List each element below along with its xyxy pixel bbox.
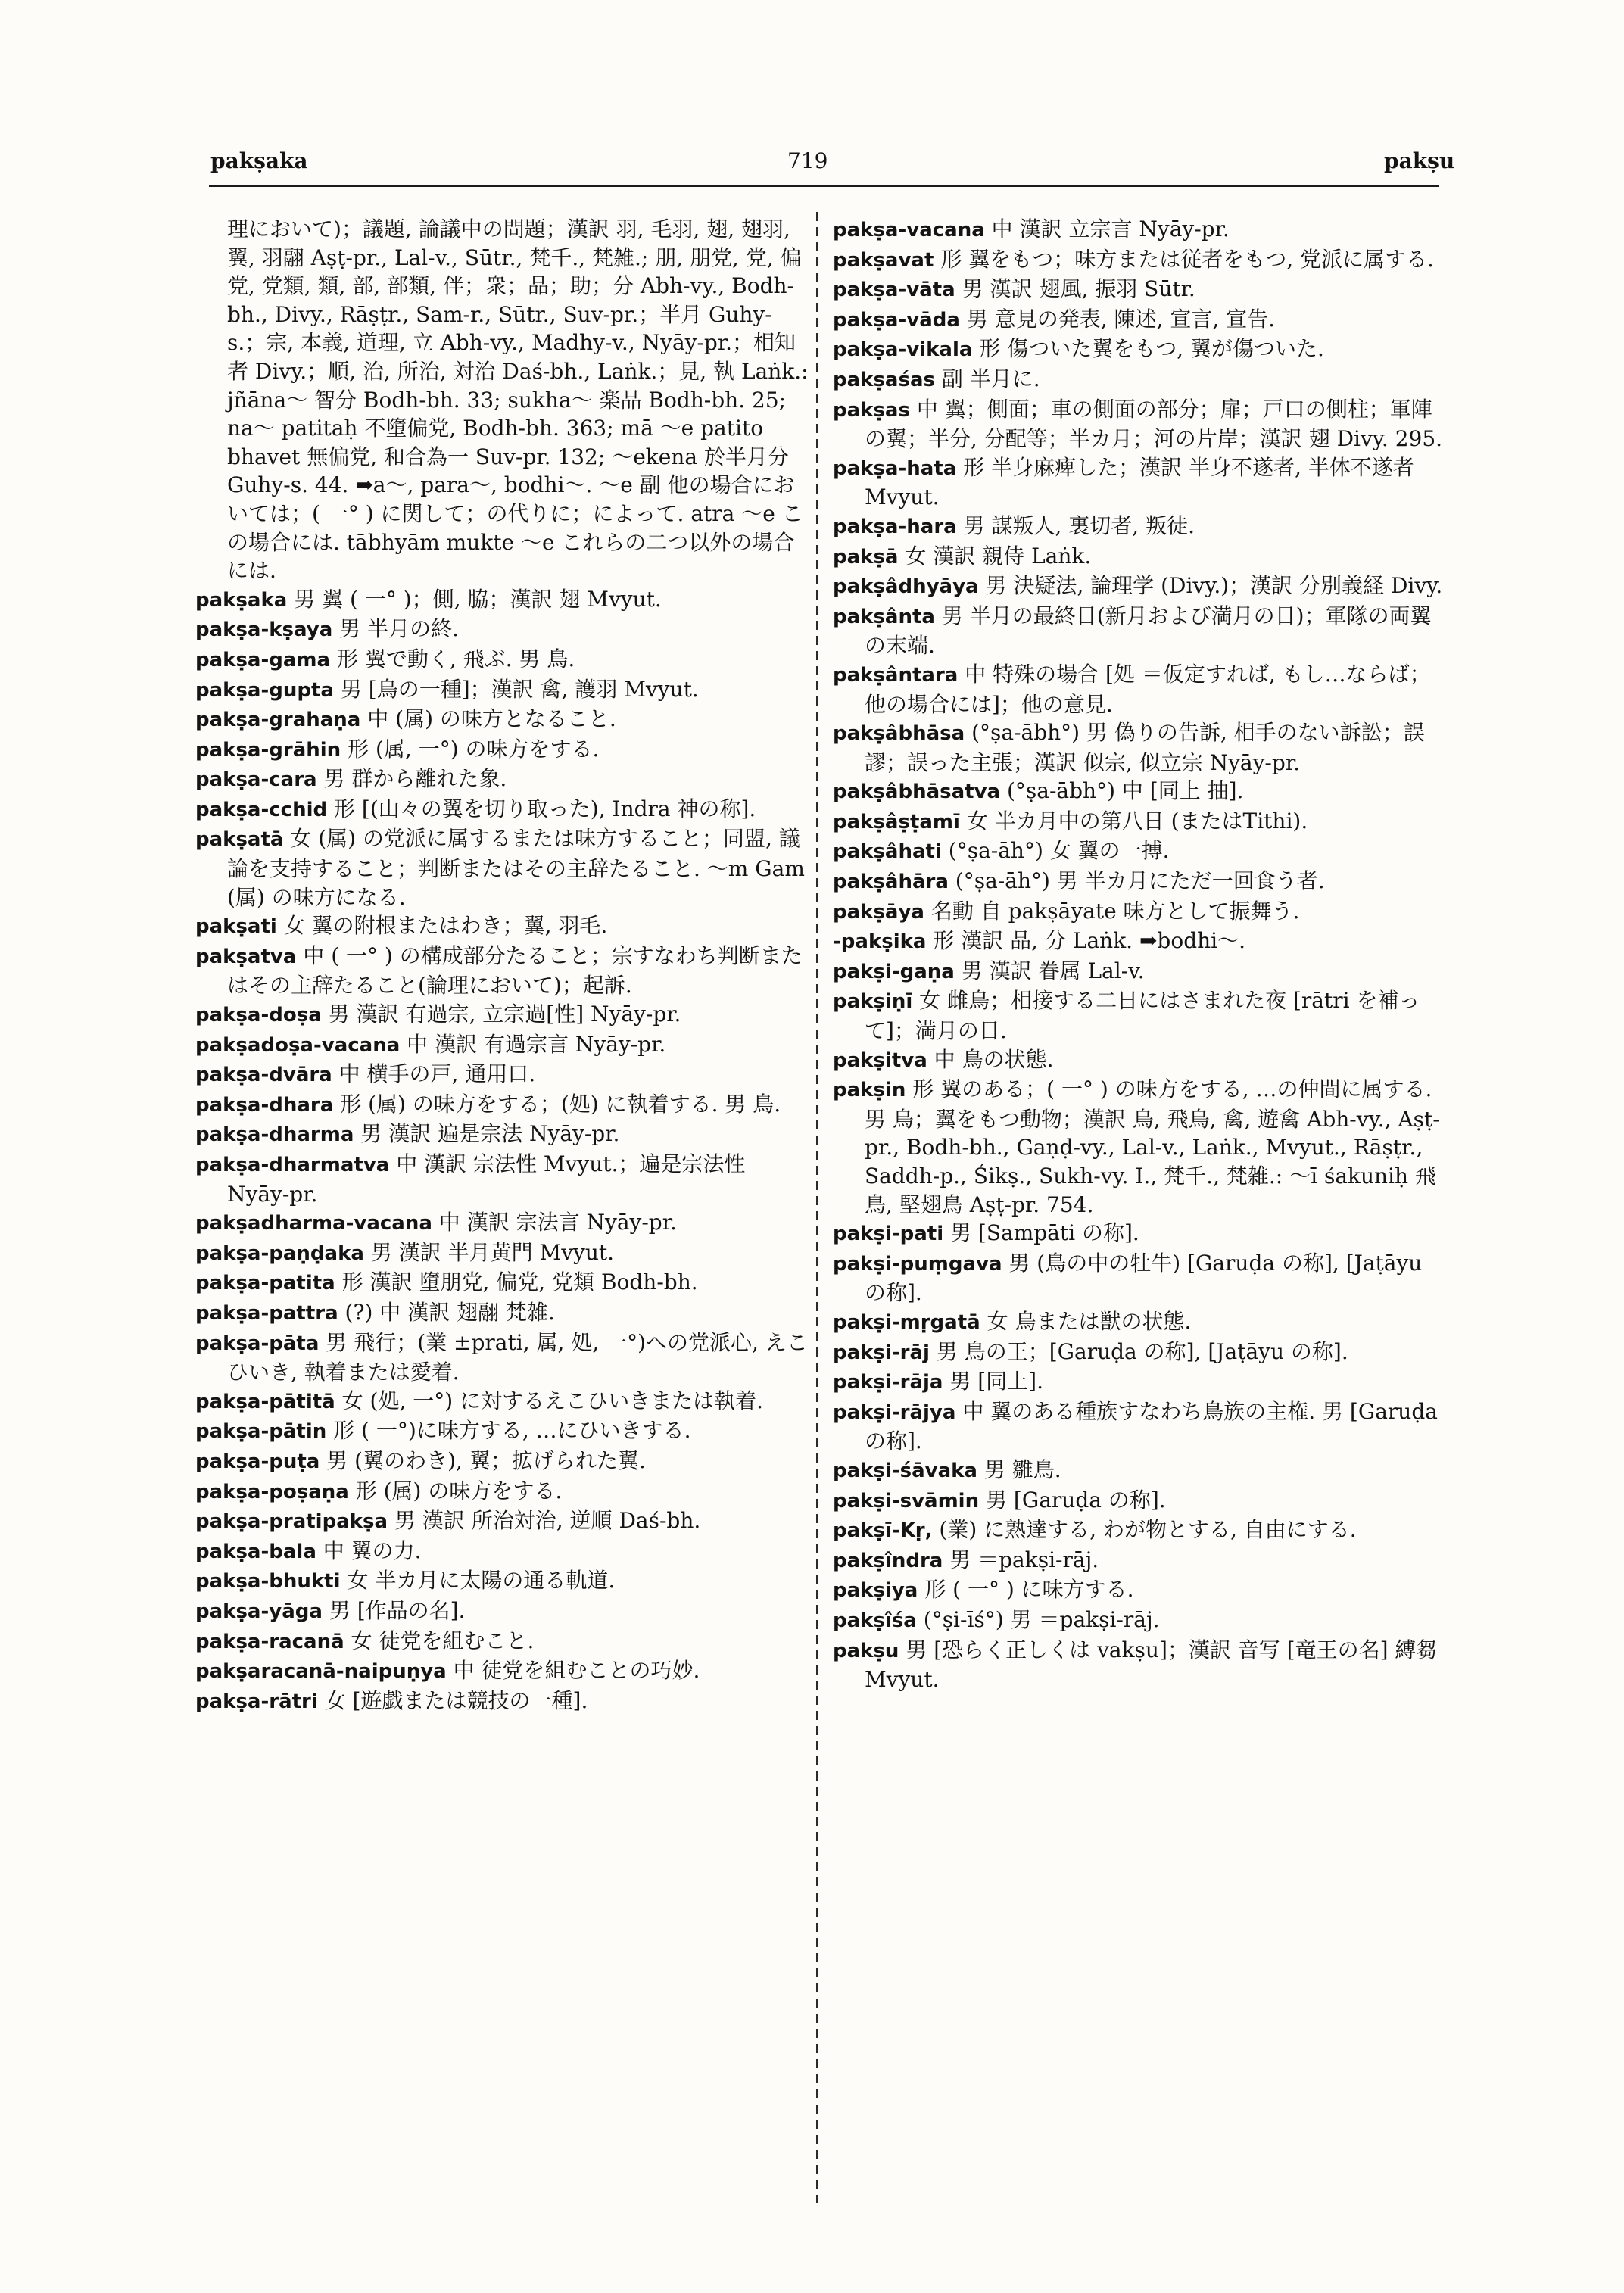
entry-headword: pakṣas [833, 398, 910, 422]
entry-definition: (°ṣa-ābh°) 男 偽りの告訴, 相手のない訴訟；誤謬；誤った主張；漢訳 似宗, 似立宗 Nyāy-pr. [865, 720, 1425, 775]
dictionary-entry [833, 542, 1446, 572]
dictionary-entry [195, 1566, 810, 1597]
dictionary-entry [833, 1516, 1446, 1546]
dictionary-entry [195, 645, 810, 675]
entry-headword: pakṣadoṣa-vacana [195, 1033, 401, 1057]
dictionary-entry [195, 1298, 810, 1329]
entry-definition: 女 半カ月に太陽の通る軌道. [347, 1568, 616, 1594]
entry-headword: pakṣatā [195, 828, 284, 852]
entry-headword: pakṣântara [833, 663, 959, 687]
dictionary-entry [833, 1486, 1446, 1516]
entry-headword: pakṣa-grāhin [195, 738, 341, 762]
entry-headword: pakṣiya [833, 1579, 918, 1603]
entry-headword: pakṣâhāra [833, 871, 949, 894]
entry-definition: 男 [Garuḍa の称]. [986, 1487, 1166, 1513]
entry-definition: 男 漢訳 眷属 Lal-v. [961, 958, 1145, 983]
entry-headword: pakṣa-dvāra [195, 1064, 332, 1087]
entry-headword: pakṣi-puṃgava [833, 1252, 1002, 1276]
entry-headword: pakṣa-pātitā [195, 1390, 335, 1413]
entry-headword: pakṣa-hara [833, 515, 957, 538]
entry-definition: 中 翼；側面；車の側面の部分；扉；戸口の側柱；軍陣の翼；半分, 分配等；半カ月；河の片岸；漢訳 翅 Divy. 295. [865, 396, 1443, 452]
entry-headword: pakṣa-doṣa [195, 1004, 322, 1027]
entry-definition: 男 鳥の王；[Garuḍa の称], [Jaṭāyu の称]. [936, 1338, 1348, 1364]
entry-headword: pakṣi-rāj [833, 1341, 930, 1364]
dictionary-entry [195, 1387, 810, 1417]
dictionary-entry [195, 1447, 810, 1477]
dictionary-entry [195, 1000, 810, 1030]
entry-definition: 男 [作品の名]. [329, 1597, 466, 1623]
entry-definition: 男 決疑法, 論理学 (Divy.)；漢訳 分別義経 Divy. [985, 573, 1443, 599]
dictionary-entry [195, 824, 810, 911]
entry-headword: pakṣi-svāmin [833, 1489, 980, 1513]
column-divider [816, 212, 818, 2203]
dictionary-entry [833, 395, 1446, 453]
entry-definition: 形 漢訳 墮朋党, 偏党, 党類 Bodh-bh. [341, 1270, 698, 1295]
entry-definition: 中 (属) の味方となること. [367, 706, 616, 732]
entry-headword: pakṣa-yāga [195, 1600, 323, 1623]
dictionary-entry [833, 335, 1446, 365]
entry-definition: 男 漢訳 所治対治, 逆順 Daś-bh. [394, 1508, 701, 1534]
entry-headword: pakṣa-dharmatva [195, 1154, 390, 1176]
entry-definition: 中 鳥の状態. [934, 1046, 1054, 1072]
entry-definition: 副 半月に. [941, 366, 1040, 391]
entry-definition: (°ṣa-ābh°) 中 [同上 抽]. [1006, 778, 1244, 804]
entry-headword: pakṣa-bhukti [195, 1570, 341, 1594]
dictionary-entry [195, 911, 810, 942]
dictionary-entry [833, 602, 1446, 660]
entry-definition: 男 漢訳 遍是宗法 Nyāy-pr. [360, 1121, 620, 1147]
entry-headword: pakṣa-pratipakṣa [195, 1510, 388, 1534]
dictionary-entry [833, 660, 1446, 718]
entry-definition: 形 翼のある；( 一° ) の味方をする, …の仲間に属する. 男 鳥；翼をもつ動物；漢訳 鳥, 飛鳥, 禽, 遊禽 Abh-vy., Aṣṭ-pr., Bodh-bh., Gaṇḍ-vy., Lal-v., Laṅk., Mvyut., Rāṣṭr., Saddh-p., Śikṣ., Sukh-vy. I., 梵千., 梵雑.: ～ī śakuniḥ 飛鳥, 堅翅鳥 Aṣṭ-pr. 754. [865, 1076, 1440, 1217]
dictionary-entry [195, 1506, 810, 1537]
entry-headword: pakṣâbhāsatva [833, 780, 1001, 804]
entry-definition: 男 [恐らく正しくは vakṣu]；漢訳 音写 [竜王の名] 縛芻 Mvyut. [865, 1637, 1438, 1693]
dictionary-entry [833, 837, 1446, 867]
entry-definition: 男 (翼のわき), 翼；拡げられた翼. [326, 1447, 646, 1473]
entry-definition: 男 [同上]. [949, 1369, 1044, 1394]
entry-definition: 男 群から離れた象. [323, 766, 507, 792]
entry-headword: pakṣa-dhara [195, 1093, 334, 1117]
entry-headword: pakṣavat [833, 248, 934, 272]
entry-definition: 中 徒党を組むことの巧妙. [453, 1658, 700, 1684]
entry-definition: 形 (属) の味方をする. [355, 1478, 563, 1503]
entry-definition: 男 (鳥の中の牡牛) [Garuḍa の称], [Jaṭāyu の称]. [865, 1250, 1423, 1306]
dictionary-entry [833, 718, 1446, 777]
entry-definition: 男 謀叛人, 裏切者, 叛徒. [963, 512, 1195, 538]
entry-headword: pakṣa-grahaṇa [195, 709, 361, 732]
dictionary-entry [833, 927, 1446, 957]
entry-headword: pakṣa-dharma [195, 1123, 354, 1147]
entry-definition: 女 漢訳 親侍 Laṅk. [905, 543, 1092, 569]
entry-headword: pakṣi-gaṇa [833, 960, 955, 983]
entry-headword: pakṣī-Kṛ, [833, 1519, 933, 1543]
entry-definition: 理において)；議題, 論議中の問題；漢訳 羽, 毛羽, 翅, 翅羽, 翼, 羽翮 Aṣṭ-pr., Lal-v., Sūtr., 梵千., 梵雑.; 朋, 朋党, 党, 偏党, 党類, 類, 部, 部類, 伴；衆；品；助；分 Abh-vy., Bodh-bh., Divy., Rāṣṭr., Sam-r., Sūtr., Suv-pr.；半月 Guhy-s.；宗, 本義, 道理, 立 Abh-vy., Madhy-v., Nyāy-pr.；相知者 Divy.；順, 治, 所治, 対治 Daś-bh., Laṅk.；見, 執 Laṅk.: jñāna～ 智分 Bodh-bh. 33; sukha～ 楽品 Bodh-bh. 25; na～ patitaḥ 不墮偏党, Bodh-bh. 363; mā ～e patito bhavet 無偏党, 和合為一 Suv-pr. 132; ～ekena 於半月分 Guhy-s. 44. ➡a～, para～, bodhi～. ～e 副 他の場合においては；( 一° ) に関して；の代りに；によって. atra ～e この場合には. tābhyām mukte ～e これらの二つ以外の場合には. [227, 217, 809, 584]
entry-headword: pakṣa-gama [195, 648, 331, 671]
entry-definition: 男 漢訳 半月黄門 Mvyut. [370, 1239, 615, 1265]
entry-definition: 中 横手の戸, 通用口. [338, 1061, 536, 1087]
dictionary-entry [833, 1575, 1446, 1606]
entry-definition: 女 (属) の党派に属するまたは味方すること；同盟, 議論を支持すること；判断またはその主辞たること. ～m Gam (属) の味方になる. [227, 826, 805, 910]
entry-definition: 中 漢訳 宗法性 Mvyut.；遍是宗法性 Nyāy-pr. [227, 1151, 746, 1207]
entry-headword: pakṣa-vāta [833, 279, 955, 302]
entry-definition: 形 翼で動く, 飛ぶ. 男 鳥. [336, 646, 575, 671]
entry-headword: pakṣi-pati [833, 1223, 944, 1246]
dictionary-entry [833, 957, 1446, 987]
entry-definition: 中 翼の力. [323, 1537, 422, 1563]
entry-definition: 形 (属, 一°) の味方をする. [348, 736, 600, 762]
dictionary-entry [195, 215, 810, 585]
dictionary-entry [833, 807, 1446, 837]
dictionary-entry [195, 1627, 810, 1657]
entry-headword: pakṣu [833, 1639, 899, 1662]
dictionary-entry [195, 765, 810, 795]
entry-headword: pakṣa-racanā [195, 1630, 344, 1653]
right-guide-word: pakṣu [1384, 148, 1455, 173]
dictionary-entry [833, 275, 1446, 305]
entry-headword: pakṣa-rātri [195, 1690, 318, 1713]
entry-headword: pakṣa-poṣaṇa [195, 1480, 349, 1503]
entry-headword: pakṣi-mṛgatā [833, 1310, 980, 1334]
entry-headword: pakṣa-bala [195, 1540, 316, 1563]
dictionary-entry [833, 897, 1446, 927]
dictionary-entry [195, 1477, 810, 1507]
dictionary-entry [833, 1249, 1446, 1307]
dictionary-entry [833, 365, 1446, 395]
dictionary-entry [195, 1120, 810, 1150]
entry-headword: -pakṣika [833, 930, 927, 954]
dictionary-entry [195, 1090, 810, 1120]
entry-definition: 男 ＝pakṣi-rāj. [949, 1547, 1099, 1572]
dictionary-entry [833, 777, 1446, 807]
dictionary-entry [833, 986, 1446, 1045]
entry-headword: pakṣa-vikala [833, 338, 973, 362]
entry-headword: pakṣânta [833, 605, 935, 628]
entry-definition: 男 翼 ( 一° )；側, 脇；漢訳 翅 Mvyut. [294, 586, 662, 612]
dictionary-entry [195, 1238, 810, 1269]
entry-definition: 中 ( 一° ) の構成部分たること；宗すなわち判断またはその主辞たること(論理において)；起訴. [227, 942, 803, 999]
entry-headword: pakṣatva [195, 945, 297, 968]
entry-headword: pakṣîśa [833, 1609, 917, 1632]
dictionary-entry [833, 1397, 1446, 1456]
entry-headword: pakṣi-śāvaka [833, 1459, 977, 1482]
entry-definition: 形 傷ついた翼をもつ, 翼が傷ついた. [979, 336, 1324, 362]
entry-headword: pakṣi-rājya [833, 1400, 956, 1424]
entry-definition: 男 意見の発表, 陳述, 宣言, 宣告. [966, 306, 1276, 332]
dictionary-entry [195, 705, 810, 735]
dictionary-entry [195, 1208, 810, 1238]
entry-headword: pakṣaka [195, 588, 288, 612]
entry-definition: 中 翼のある種族すなわち鳥族の主権. 男 [Garuḍa の称]. [865, 1398, 1438, 1454]
left-guide-word: pakṣaka [210, 148, 308, 173]
dictionary-entry [195, 1268, 810, 1298]
entry-headword: pakṣa-pattra [195, 1301, 338, 1325]
entry-headword: pakṣin [833, 1079, 906, 1102]
right-column [833, 215, 1446, 1694]
entry-headword: pakṣa-cchid [195, 798, 328, 821]
entry-definition: 女 半カ月中の第八日 (またはTithi). [966, 808, 1308, 833]
entry-definition: (°ṣa-āh°) 女 翼の一搏. [948, 838, 1170, 864]
entry-headword: pakṣaśas [833, 368, 935, 391]
entry-definition: 男 半月の終. [339, 616, 459, 642]
dictionary-entry [195, 1687, 810, 1717]
entry-definition: 中 漢訳 立宗言 Nyāy-pr. [991, 217, 1230, 241]
dictionary-entry [833, 215, 1446, 245]
entry-headword: pakṣâbhāsa [833, 722, 965, 746]
dictionary-entry [195, 675, 810, 706]
entry-definition: 男 半月の最終日(新月および満月の日)；軍隊の両翼の末端. [865, 603, 1432, 659]
dictionary-entry [195, 1030, 810, 1061]
entry-definition: (業) に熟達する, わが物とする, 自由にする. [939, 1517, 1357, 1543]
dictionary-entry [833, 572, 1446, 602]
dictionary-entry [195, 1597, 810, 1627]
dictionary-entry [833, 245, 1446, 276]
dictionary-entry [833, 1075, 1446, 1219]
dictionary-entry [833, 1367, 1446, 1397]
entry-headword: pakṣâṣṭamī [833, 810, 960, 833]
entry-headword: pakṣa-patita [195, 1272, 335, 1295]
entry-headword: pakṣa-vāda [833, 308, 960, 332]
entry-headword: pakṣa-gupta [195, 678, 334, 702]
entry-headword: pakṣitva [833, 1048, 927, 1072]
entry-definition: 女 鳥または獣の状態. [987, 1308, 1192, 1334]
entry-definition: 形 ( 一°)に味方する, …にひいきする. [333, 1418, 691, 1444]
entry-headword: pakṣā [833, 545, 899, 569]
page-number: 719 [787, 148, 828, 173]
entry-definition: 男 飛行；(業 ±prati, 属, 処, 一°)への党派心, えこひいき, 執着または愛着. [227, 1329, 808, 1385]
entry-headword: pakṣati [195, 915, 277, 939]
entry-definition: 男 漢訳 有過宗, 立宗過[性] Nyāy-pr. [328, 1002, 681, 1027]
dictionary-entry [195, 1656, 810, 1687]
entry-definition: 女 雌鳥；相接する二日にはさまれた夜 [rātri を補って]；満月の日. [865, 988, 1420, 1044]
entry-definition: 男 [鳥の一種]；漢訳 禽, 護羽 Mvyut. [340, 676, 699, 702]
dictionary-entry [833, 453, 1446, 512]
entry-definition: (?) 中 漢訳 翅翮 梵雑. [344, 1299, 555, 1325]
dictionary-entry [833, 1606, 1446, 1636]
dictionary-entry [833, 1456, 1446, 1486]
entry-headword: pakṣa-kṣaya [195, 618, 333, 642]
entry-definition: 女 徒党を組むこと. [351, 1628, 535, 1653]
entry-definition: 名動 自 pakṣāyate 味方として振舞う. [930, 898, 1300, 924]
entry-definition: 形 半身麻痺した；漢訳 半身不遂者, 半体不遂者 Mvyut. [865, 454, 1414, 510]
entry-definition: 男 漢訳 翅風, 振羽 Sūtr. [962, 276, 1195, 302]
entry-headword: pakṣa-puṭa [195, 1450, 320, 1473]
entry-definition: 女 [遊戯または競技の一種]. [324, 1687, 588, 1713]
entry-headword: pakṣaracanā-naipuṇya [195, 1660, 447, 1684]
entry-definition: 中 漢訳 有過宗言 Nyāy-pr. [407, 1031, 666, 1057]
dictionary-entry [833, 1045, 1446, 1076]
entry-definition: 形 (属) の味方をする；(処) に執着する. 男 鳥. [340, 1091, 781, 1117]
entry-headword: pakṣa-vacana [833, 219, 985, 241]
dictionary-entry [195, 1537, 810, 1567]
dictionary-entry [833, 512, 1446, 542]
entry-headword: pakṣâhati [833, 840, 942, 864]
entry-headword: pakṣa-pāta [195, 1332, 320, 1355]
dictionary-entry [195, 615, 810, 645]
entry-headword: pakṣa-hata [833, 456, 957, 480]
dictionary-entry [195, 1416, 810, 1447]
entry-definition: 中 特殊の場合 [処 ＝仮定すれば, もし…ならば；他の場合には]；他の意見. [865, 661, 1431, 717]
dictionary-entry [195, 1150, 810, 1208]
left-column [195, 215, 810, 1716]
dictionary-entry [195, 1060, 810, 1090]
entry-headword: pakṣa-paṇḍaka [195, 1242, 364, 1265]
dictionary-entry [833, 1338, 1446, 1368]
entry-definition: 中 漢訳 宗法言 Nyāy-pr. [438, 1210, 677, 1235]
entry-definition: (°ṣa-āh°) 男 半カ月にただ一回食う者. [955, 868, 1325, 894]
dictionary-entry [833, 1546, 1446, 1576]
dictionary-entry [833, 305, 1446, 335]
entry-headword: pakṣa-pātin [195, 1420, 327, 1444]
entry-definition: 形 ( 一° ) に味方する. [924, 1577, 1134, 1603]
entry-headword: pakṣâdhyāya [833, 575, 979, 599]
entry-headword: pakṣāya [833, 900, 924, 924]
dictionary-entry [195, 942, 810, 1000]
dictionary-entry [195, 795, 810, 825]
entry-definition: 男 雛鳥. [983, 1456, 1061, 1482]
entry-definition: 形 翼をもつ；味方または従者をもつ, 党派に属する. [940, 246, 1434, 272]
entry-definition: (°ṣi-īś°) 男 ＝pakṣi-rāj. [923, 1606, 1160, 1632]
dictionary-entry [195, 1329, 810, 1387]
entry-headword: pakṣadharma-vacana [195, 1212, 432, 1235]
entry-headword: pakṣîndra [833, 1549, 943, 1572]
header-rule [209, 185, 1439, 187]
entry-headword: pakṣa-cara [195, 768, 317, 792]
entry-definition: 形 [(山々の翼を切り取った), Indra 神の称]. [334, 796, 756, 821]
entry-definition: 女 (処, 一°) に対するえこひいきまたは執着. [341, 1388, 763, 1413]
dictionary-entry [195, 585, 810, 615]
dictionary-entry [833, 1219, 1446, 1249]
entry-definition: 女 翼の附根またはわき；翼, 羽毛. [283, 913, 608, 939]
entry-headword: pakṣiṇī [833, 990, 913, 1014]
dictionary-entry [833, 1307, 1446, 1338]
entry-definition: 形 漢訳 品, 分 Laṅk. ➡bodhi～. [933, 928, 1246, 954]
dictionary-entry [195, 735, 810, 765]
entry-definition: 男 [Sampāti の称]. [950, 1220, 1139, 1246]
entry-headword: pakṣi-rāja [833, 1371, 943, 1394]
dictionary-entry [833, 867, 1446, 897]
dictionary-entry [833, 1636, 1446, 1694]
